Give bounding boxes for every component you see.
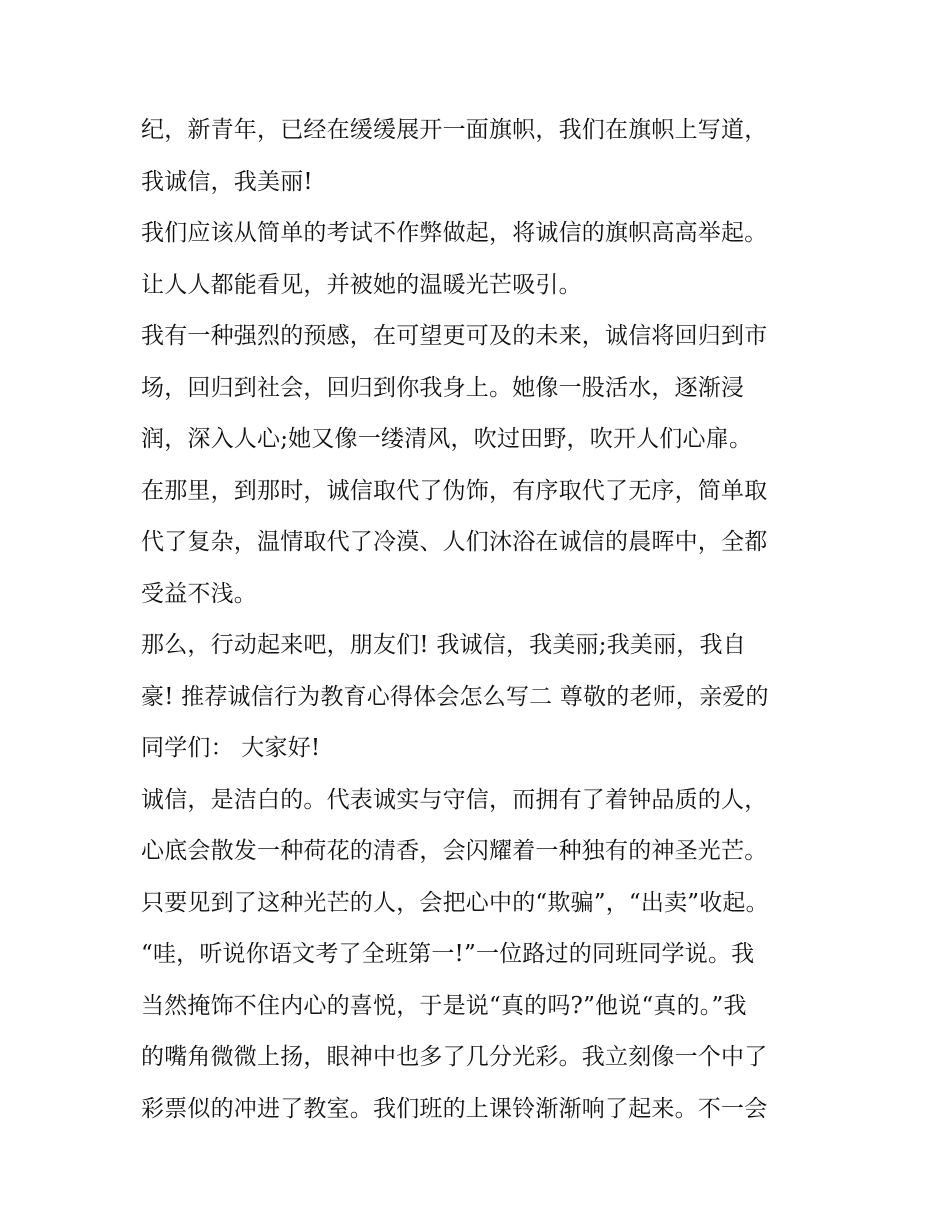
document-body — [141, 110, 821, 1140]
text-line: 诚信，是洁白的。代表诚实与守信，而拥有了着钟品质的人， — [141, 786, 768, 813]
text-line: 场，回归到社会，回归到你我身上。她像一股活水，逐渐浸 — [141, 374, 745, 401]
text-line: 只要见到了这种光芒的人，会把心中的“欺骗”，“出卖”收起。 — [141, 889, 769, 916]
text-line: 在那里，到那时，诚信取代了伪饰，有序取代了无序，简单取 — [141, 477, 768, 504]
text-line: 代了复杂，温情取代了冷漠、人们沐浴在诚信的晨晖中，全都 — [141, 529, 768, 555]
text-line: 受益不浅。 — [141, 580, 257, 607]
text-line: 彩票似的冲进了教室。我们班的上课铃渐渐响了起来。不一会 — [141, 1095, 768, 1122]
text-line: 心底会散发一种荷花的清香，会闪耀着一种独有的神圣光芒。 — [141, 838, 768, 864]
text-line: 润，深入人心;她又像一缕清风，吹过田野，吹开人们心扉。 — [141, 426, 753, 452]
text-line: 我诚信，我美丽! — [141, 168, 313, 195]
text-line: 那么，行动起来吧，朋友们! 我诚信，我美丽;我美丽，我自 — [141, 632, 746, 658]
text-line: 的嘴角微微上扬，眼神中也多了几分光彩。我立刻像一个中了 — [141, 1044, 768, 1070]
text-line: 纪，新青年，已经在缓缓展开一面旗帜，我们在旗帜上写道， — [141, 117, 768, 143]
text-line: 豪! 推荐诚信行为教育心得体会怎么写二 尊敬的老师，亲爱的 — [141, 683, 769, 710]
text-line: 我有一种强烈的预感，在可望更可及的未来，诚信将回归到市 — [141, 323, 768, 349]
text-line: 当然掩饰不住内心的喜悦，于是说“真的吗?”他说“真的。”我 — [141, 992, 747, 1019]
text-line: 同学们： 大家好! — [141, 735, 321, 761]
text-line: “哇，听说你语文考了全班第一!”一位路过的同班同学说。我 — [141, 941, 755, 967]
text-line: 我们应该从简单的考试不作弊做起，将诚信的旗帜高高举起。 — [141, 220, 768, 246]
text-line: 让人人都能看见，并被她的温暖光芒吸引。 — [141, 271, 582, 298]
